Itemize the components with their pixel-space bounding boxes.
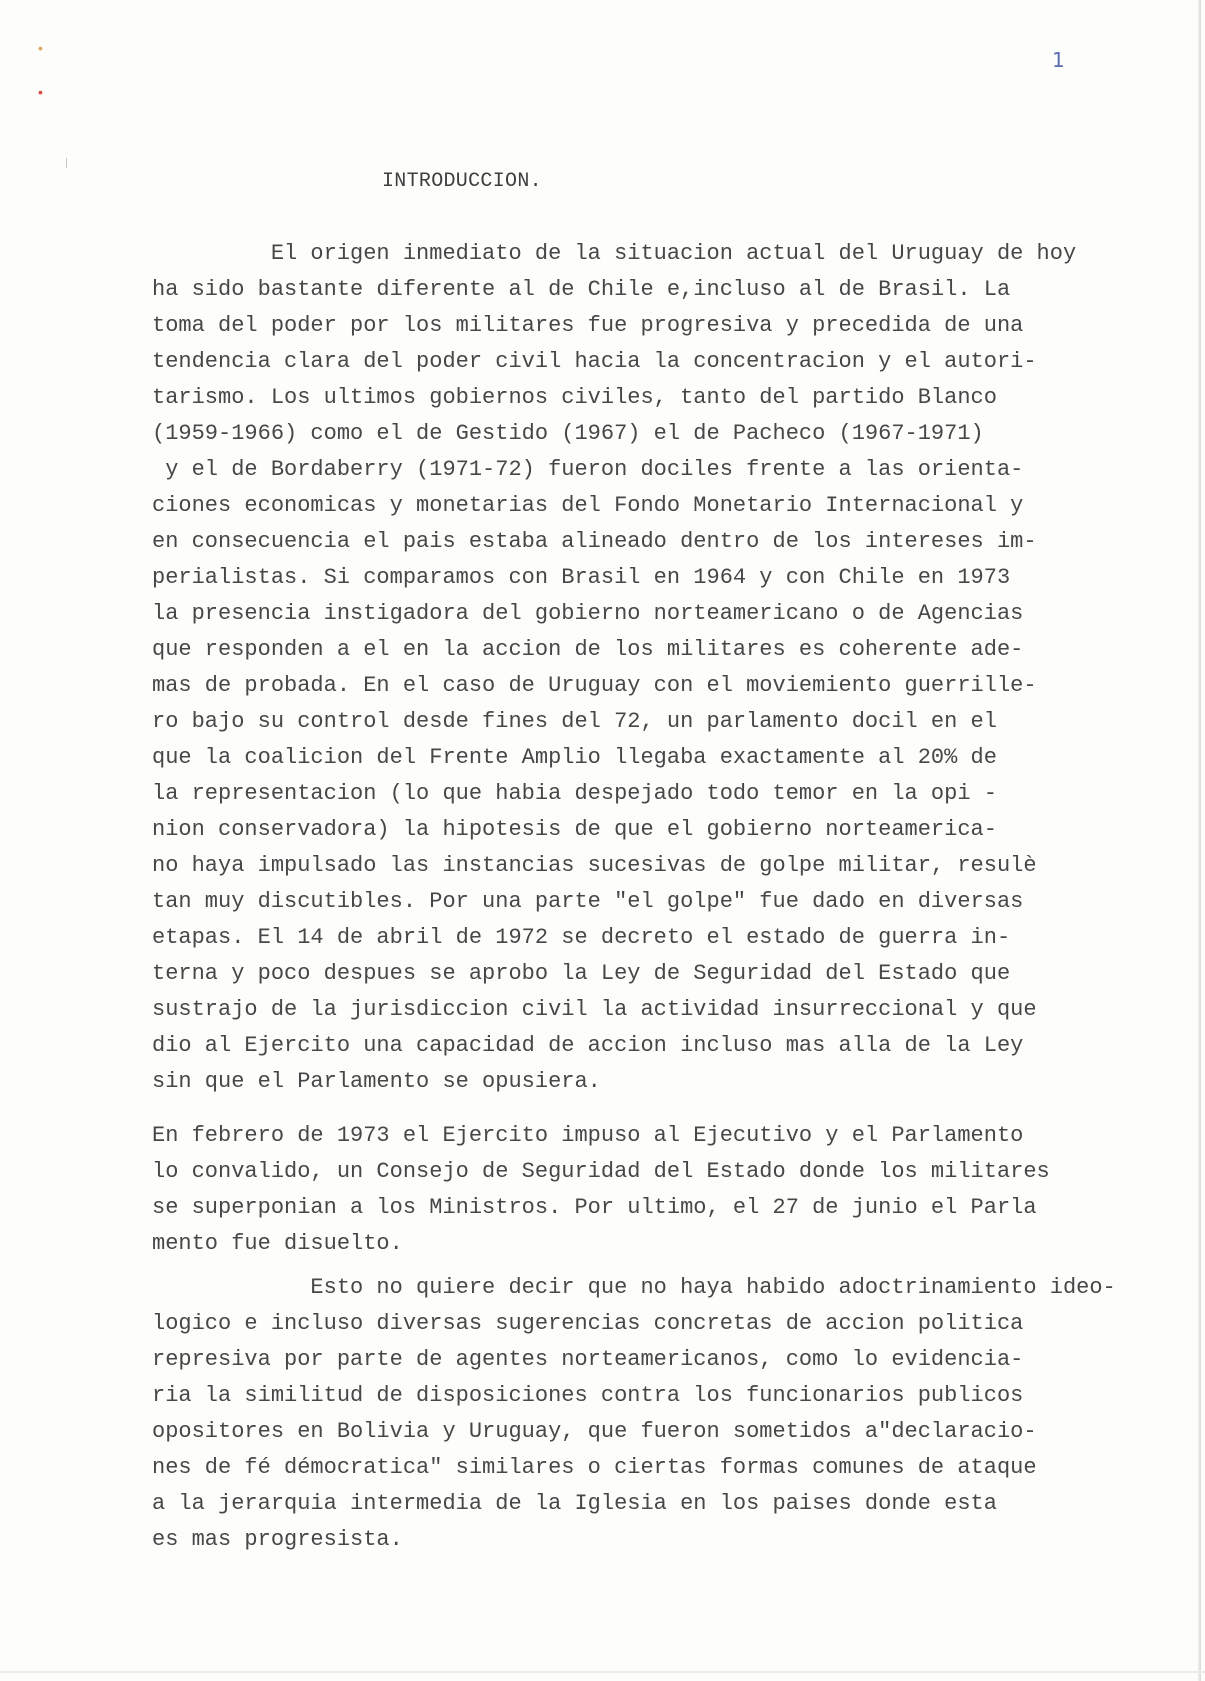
text-line: ro bajo su control desde fines del 72, un parlamento docil en el (152, 709, 997, 734)
text-line: dio al Ejercito una capacidad de accion incluso mas alla de la Ley (152, 1033, 1024, 1058)
page-edge-right (1198, 0, 1201, 1681)
text-line: es mas progresista. (152, 1527, 403, 1552)
text-line: tarismo. Los ultimos gobiernos civiles, tanto del partido Blanco (152, 385, 997, 410)
text-line: represiva por parte de agentes norteamericanos, como lo evidencia- (152, 1347, 1024, 1372)
text-line: ria la similitud de disposiciones contra los funcionarios publicos (152, 1383, 1024, 1408)
text-line: En febrero de 1973 el Ejercito impuso al Ejecutivo y el Parlamento (152, 1123, 1024, 1148)
text-line: a la jerarquia intermedia de la Iglesia en los paises donde esta (152, 1491, 997, 1516)
text-line: sin que el Parlamento se opusiera. (152, 1069, 601, 1094)
text-line: etapas. El 14 de abril de 1972 se decreto el estado de guerra in- (152, 925, 1011, 950)
text-line: sustrajo de la jurisdiccion civil la actividad insurreccional y que (152, 997, 1037, 1022)
page-number: 1 (1052, 48, 1065, 72)
text-line: perialistas. Si comparamos con Brasil en 1964 y con Chile en 1973 (152, 565, 1011, 590)
paragraph-3 (152, 1270, 1116, 1558)
text-line: la presencia instigadora del gobierno norteamericano o de Agencias (152, 601, 1024, 626)
text-line: nes de fé démocratica" similares o ciertas formas comunes de ataque (152, 1455, 1037, 1480)
text-line: ciones economicas y monetarias del Fondo Monetario Internacional y (152, 493, 1024, 518)
text-line: en consecuencia el pais estaba alineado dentro de los intereses im- (152, 529, 1037, 554)
ink-mark-icon: • (38, 84, 43, 100)
text-line: terna y poco despues se aprobo la Ley de Seguridad del Estado que (152, 961, 1011, 986)
text-line: mas de probada. En el caso de Uruguay con el moviemiento guerrille- (152, 673, 1037, 698)
section-title: INTRODUCCION. (382, 170, 542, 193)
text-line: tendencia clara del poder civil hacia la concentracion y el autori- (152, 349, 1037, 374)
page-edge-bottom (0, 1671, 1205, 1673)
text-line: la representacion (lo que habia despejado todo temor en la opi - (152, 781, 997, 806)
text-line: se superponian a los Ministros. Por ultimo, el 27 de junio el Parla (152, 1195, 1037, 1220)
text-line: que responden a el en la accion de los militares es coherente ade- (152, 637, 1024, 662)
text-line: opositores en Bolivia y Uruguay, que fueron sometidos a"declaracio- (152, 1419, 1037, 1444)
pencil-mark (66, 158, 67, 168)
paragraph-1 (152, 236, 1076, 1100)
text-line: toma del poder por los militares fue progresiva y precedida de una (152, 313, 1024, 338)
text-line: tan muy discutibles. Por una parte "el golpe" fue dado en diversas (152, 889, 1024, 914)
paragraph-2 (152, 1118, 1050, 1262)
text-line: El origen inmediato de la situacion actual del Uruguay de hoy (152, 241, 1077, 266)
text-line: Esto no quiere decir que no haya habido adoctrinamiento ideo- (152, 1275, 1116, 1300)
text-line: nion conservadora) la hipotesis de que el gobierno norteamerica- (152, 817, 997, 842)
text-line: que la coalicion del Frente Amplio llegaba exactamente al 20% de (152, 745, 997, 770)
text-line: y el de Bordaberry (1971-72) fueron dociles frente a las orienta- (152, 457, 1024, 482)
text-line: mento fue disuelto. (152, 1231, 403, 1256)
ink-mark-icon: • (38, 40, 43, 56)
text-line: ha sido bastante diferente al de Chile e,incluso al de Brasil. La (152, 277, 1011, 302)
text-line: logico e incluso diversas sugerencias concretas de accion politica (152, 1311, 1024, 1336)
text-line: no haya impulsado las instancias sucesivas de golpe militar, resulè (152, 853, 1037, 878)
text-line: lo convalido, un Consejo de Seguridad del Estado donde los militares (152, 1159, 1050, 1184)
text-line: (1959-1966) como el de Gestido (1967) el de Pacheco (1967-1971) (152, 421, 984, 446)
